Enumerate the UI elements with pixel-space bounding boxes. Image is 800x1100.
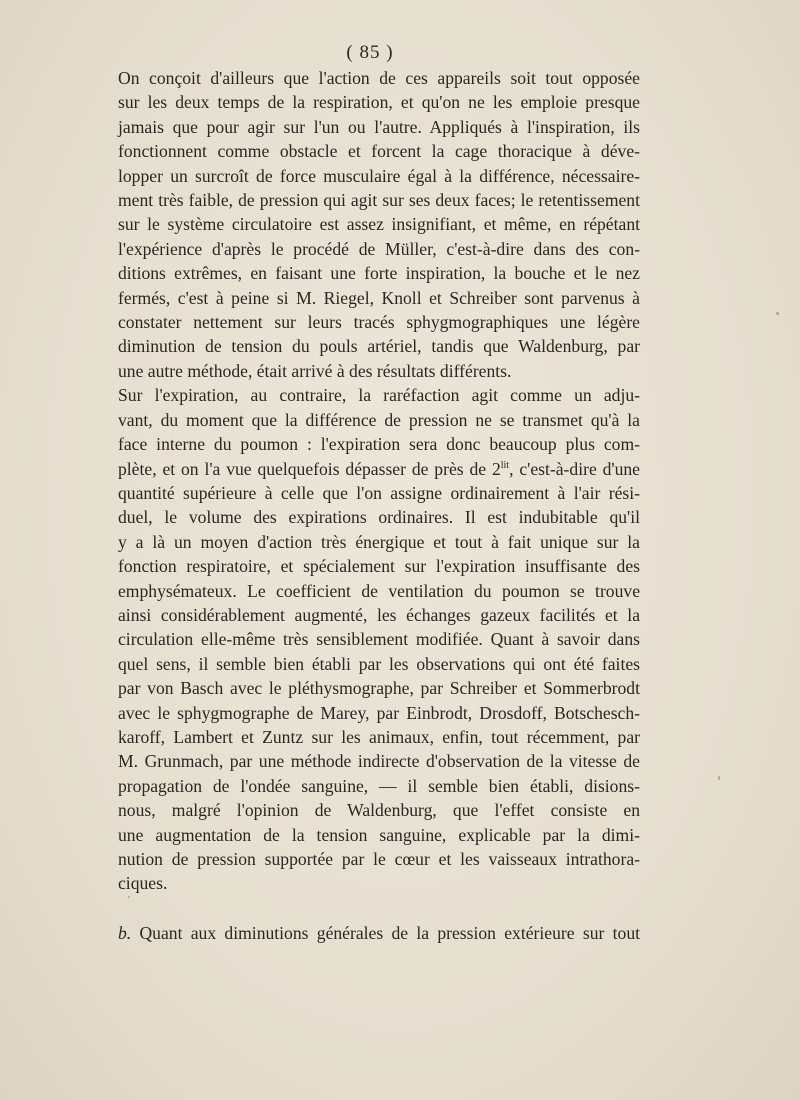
paper-speck (718, 776, 720, 780)
section-label: b. (118, 922, 132, 943)
text-line: Sur l'expiration, au contraire, la raréfaction agit comme un adju- (118, 385, 640, 406)
text-line: nution de pression supportée par le cœur et les vaisseaux intrathora- (118, 849, 640, 869)
text-line: jamais que pour agir sur l'un ou l'autre. Appliqués à l'inspiration, ils (118, 116, 640, 137)
text-line: ditions extrêmes, en faisant une forte inspiration, la bouche et le nez (118, 263, 640, 284)
text-line: ciques. (118, 873, 168, 894)
text-line: l'expérience d'après le procédé de Müller, c'est-à-dire dans des con- (118, 238, 640, 259)
paragraph-3 (118, 921, 640, 945)
text-line: une augmentation de la tension sanguine, explicable par la dimi- (118, 824, 640, 845)
body-text (118, 66, 640, 945)
paper-speck (128, 896, 130, 898)
text-line (118, 457, 640, 481)
text-line: emphysémateux. Le coefficient de ventilation du poumon se trouve (118, 580, 640, 601)
paper-speck (776, 312, 779, 315)
text-line: duel, le volume des expirations ordinaires. Il est indubitable qu'il (118, 507, 640, 528)
text-line-part: plète, et on l'a vue quelquefois dépasser de près de 2 (118, 458, 501, 479)
text-line: avec le sphygmographe de Marey, par Einbrodt, Drosdoff, Botschesch- (118, 702, 640, 723)
text-line: sur le système circulatoire est assez insignifiant, et même, en répétant (118, 214, 640, 235)
text-line: fonction respiratoire, et spécialement sur l'expiration insuffisante des (118, 556, 640, 577)
text-line: ment très faible, de pression qui agit sur ses deux faces; le retentissement (118, 190, 640, 211)
text-line (118, 921, 640, 945)
text-line: diminution de tension du pouls artériel, tandis que Waldenburg, par (118, 336, 640, 357)
text-line: On conçoit d'ailleurs que l'action de ces appareils soit tout opposée (118, 68, 640, 88)
text-line: sur les deux temps de la respiration, et qu'on ne les emploie presque (118, 92, 640, 113)
text-line-part: Quant aux diminutions générales de la pression extérieure sur tout (131, 922, 640, 943)
text-line: y a là un moyen d'action très énergique et tout à fait unique sur la (118, 531, 640, 552)
text-line: karoff, Lambert et Zuntz sur les animaux, enfin, tout récemment, par (118, 726, 640, 747)
text-line: fermés, c'est à peine si M. Riegel, Knoll et Schreiber sont parvenus à (118, 287, 640, 308)
text-line: quantité supérieure à celle que l'on assigne ordinairement à l'air rési- (118, 482, 640, 503)
text-line: M. Grunmach, par une méthode indirecte d'observation de la vitesse de (118, 751, 640, 772)
text-line: ainsi considérablement augmenté, les échanges gazeux facilités et la (118, 604, 640, 625)
superscript-unit: lit (500, 459, 510, 471)
text-line: quel sens, il semble bien établi par les observations qui ont été faites (118, 653, 640, 674)
paragraph-gap (118, 896, 640, 921)
text-line: par von Basch avec le pléthysmographe, par Schreiber et Sommerbrodt (118, 678, 640, 699)
text-line: fonctionnent comme obstacle et forcent la cage thoracique à déve- (118, 141, 640, 162)
text-line: nous, malgré l'opinion de Waldenburg, que l'effet consiste en (118, 800, 640, 821)
text-line-part: , c'est-à-dire d'une (509, 458, 640, 479)
text-line: face interne du poumon : l'expiration sera donc beaucoup plus com- (118, 434, 640, 455)
text-line: circulation elle-même très sensiblement modifiée. Quant à savoir dans (118, 629, 640, 650)
paragraph-1 (118, 66, 640, 383)
text-line: constater nettement sur leurs tracés sphygmographiques une légère (118, 312, 640, 333)
text-line: propagation de l'ondée sanguine, — il semble bien établi, disions- (118, 775, 640, 796)
text-line: vant, du moment que la différence de pression ne se transmet qu'à la (118, 409, 640, 430)
text-line: une autre méthode, était arrivé à des résultats différents. (118, 360, 512, 381)
paragraph-2 (118, 383, 640, 896)
text-line: lopper un surcroît de force musculaire égal à la différence, nécessaire- (118, 165, 640, 186)
page-number: ( 85 ) (346, 42, 394, 63)
